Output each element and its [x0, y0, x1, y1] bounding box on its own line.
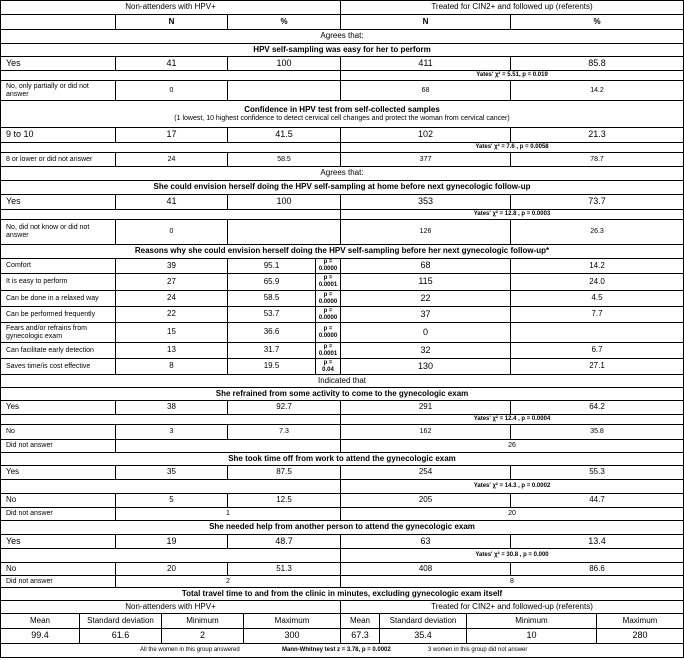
- n-value: 24: [115, 153, 227, 166]
- row-label: Did not answer: [0, 508, 115, 520]
- percent-value: 65.9: [227, 274, 315, 290]
- section-title: She could envision herself doing the HPV self-sampling at home before next gynecologic follow-up: [0, 181, 684, 194]
- percent-value: 51.3: [227, 563, 340, 575]
- percent-value: 21.3: [510, 128, 684, 142]
- percent-value: 7.3: [227, 425, 340, 439]
- footnote-row: [0, 643, 684, 658]
- table-row: [0, 424, 684, 439]
- empty-cell: [0, 415, 340, 424]
- section-title: HPV self-sampling was easy for her to perform: [0, 44, 684, 56]
- percent-value: 13.4: [510, 535, 684, 548]
- column-header: Maximum: [243, 614, 340, 628]
- column-header: Standard deviation: [379, 614, 466, 628]
- row-label: No, did not know or did not answer: [0, 220, 115, 244]
- statistic-label: Yates' χ² = 14.3 , p = 0.0002: [340, 480, 684, 493]
- column-header: N: [115, 15, 227, 29]
- row-label: No: [0, 494, 115, 507]
- percent-value: 36.6: [227, 323, 315, 342]
- n-value: 353: [340, 195, 510, 209]
- travel-time-value: 280: [596, 629, 684, 643]
- percent-value: 14.2: [510, 81, 684, 100]
- n-value: 0: [115, 220, 227, 244]
- n-value: 8: [340, 576, 684, 587]
- column-header: Mean: [340, 614, 379, 628]
- n-value: 22: [340, 291, 510, 306]
- empty-cell: [0, 71, 340, 80]
- n-value: 24: [115, 291, 227, 306]
- footnote: [0, 644, 684, 657]
- row-label: Yes: [0, 466, 115, 479]
- percent-value: [510, 323, 684, 342]
- group-header: Non-attenders with HPV+: [0, 1, 340, 14]
- n-value: 68: [340, 81, 510, 100]
- statistic-label: Yates' χ² = 5.51, p = 0.019: [340, 71, 684, 80]
- percent-value: 7.7: [510, 307, 684, 322]
- percent-value: 73.7: [510, 195, 684, 209]
- section-title: Total travel time to and from the clinic in minutes, excluding gynecologic exam itself: [0, 588, 684, 600]
- n-value: 63: [340, 535, 510, 548]
- section-title: She refrained from some activity to come to the gynecologic exam: [0, 388, 684, 400]
- statistic-row: [0, 142, 684, 152]
- percent-value: 55.3: [510, 466, 684, 479]
- percent-value: 6.7: [510, 343, 684, 358]
- n-value: 3: [115, 425, 227, 439]
- n-value: 254: [340, 466, 510, 479]
- section-title: [0, 101, 684, 127]
- statistic-row: [0, 414, 684, 424]
- agrees-label: Agrees that:: [0, 30, 684, 43]
- table-row: [0, 80, 684, 100]
- table-row: [0, 534, 684, 548]
- percent-value: 86.6: [510, 563, 684, 575]
- percent-value: 64.2: [510, 401, 684, 414]
- row-label: 9 to 10: [0, 128, 115, 142]
- reason-row: [0, 322, 684, 342]
- n-value: 408: [340, 563, 510, 575]
- percent-value: 48.7: [227, 535, 340, 548]
- percent-value: 41.5: [227, 128, 340, 142]
- statistic-label: Yates' χ² = 7.6 , p = 0.0058: [340, 143, 684, 152]
- n-value: 8: [115, 359, 227, 374]
- n-value: 27: [115, 274, 227, 290]
- statistic-label: Yates' χ² = 30.8 , p = 0.000: [340, 549, 684, 562]
- percent-value: 100: [227, 57, 340, 70]
- section-title-row: [0, 180, 684, 194]
- n-value: 377: [340, 153, 510, 166]
- percent-value: 87.5: [227, 466, 340, 479]
- section-title: She took time off from work to attend the gynecologic exam: [0, 453, 684, 465]
- n-value: 41: [115, 195, 227, 209]
- row-label: Yes: [0, 57, 115, 70]
- p-value: p = 0.0000: [315, 323, 340, 342]
- percent-value: 58.5: [227, 291, 315, 306]
- section-title: She needed help from another person to attend the gynecologic exam: [0, 521, 684, 534]
- percent-value: 31.7: [227, 343, 315, 358]
- percent-value: 58.5: [227, 153, 340, 166]
- row-label: Saves time/is cost effective: [0, 359, 115, 374]
- percent-value: [227, 81, 340, 100]
- empty-cell: [0, 15, 115, 29]
- n-value: 115: [340, 274, 510, 290]
- row-label: Did not answer: [0, 576, 115, 587]
- n-value: 126: [340, 220, 510, 244]
- percent-value: 26.3: [510, 220, 684, 244]
- column-header: %: [510, 15, 684, 29]
- row-label: Yes: [0, 195, 115, 209]
- agrees-label-row: [0, 29, 684, 43]
- section-title-row: [0, 244, 684, 258]
- statistic-label: Yates' χ² = 12.4 , p = 0.0004: [340, 415, 684, 424]
- section-title: Confidence in HPV test from self-collected samples: [244, 104, 440, 114]
- section-subtitle: (1 lowest, 10 highest confidence to detect cervical cell changes and protect the woman from cervical cancer): [174, 114, 510, 122]
- statistic-row: [0, 479, 684, 493]
- row-label: Yes: [0, 401, 115, 414]
- n-value: 68: [340, 259, 510, 273]
- travel-time-value: 67.3: [340, 629, 379, 643]
- table-row: [0, 152, 684, 166]
- row-label: Comfort: [0, 259, 115, 273]
- section-row: [0, 100, 684, 127]
- row-label: Can facilitate early detection: [0, 343, 115, 358]
- group-header-row: [0, 600, 684, 613]
- n-value: 22: [115, 307, 227, 322]
- percent-value: 27.1: [510, 359, 684, 374]
- n-value: 17: [115, 128, 227, 142]
- column-header: Maximum: [596, 614, 684, 628]
- reason-row: [0, 273, 684, 290]
- agrees-label-row: [0, 166, 684, 180]
- n-value: 20: [340, 508, 684, 520]
- n-value: 411: [340, 57, 510, 70]
- n-value: 15: [115, 323, 227, 342]
- percent-value: 92.7: [227, 401, 340, 414]
- table-row: [0, 562, 684, 575]
- reason-row: [0, 342, 684, 358]
- table-row: [0, 465, 684, 479]
- agrees-label: Agrees that:: [0, 167, 684, 180]
- percent-value: 78.7: [510, 153, 684, 166]
- n-value: 0: [115, 81, 227, 100]
- table-row: [0, 127, 684, 142]
- row-label: Can be performed frequently: [0, 307, 115, 322]
- p-value: p = 0.04: [315, 359, 340, 374]
- n-value: 0: [340, 323, 510, 342]
- travel-time-value: 300: [243, 629, 340, 643]
- percent-value: [227, 220, 340, 244]
- percent-value: 100: [227, 195, 340, 209]
- column-header-row: [0, 613, 684, 628]
- n-value: 41: [115, 57, 227, 70]
- section-title-row: [0, 452, 684, 465]
- n-value: 26: [340, 440, 684, 452]
- travel-time-value: 10: [466, 629, 596, 643]
- travel-time-value: 61.6: [79, 629, 161, 643]
- column-header: Minimum: [466, 614, 596, 628]
- group-header: Treated for CIN2+ and followed up (referents): [340, 1, 684, 14]
- section-title-row: [0, 587, 684, 600]
- n-value: 1: [115, 508, 340, 520]
- n-value: 205: [340, 494, 510, 507]
- table-row: [0, 219, 684, 244]
- section-title: Reasons why she could envision herself doing the HPV self-sampling before her next gynecologic follow-up*: [0, 245, 684, 258]
- n-value: 39: [115, 259, 227, 273]
- n-value: 102: [340, 128, 510, 142]
- row-label: No: [0, 563, 115, 575]
- p-value: p = 0.0000: [315, 259, 340, 273]
- column-header: Standard deviation: [79, 614, 161, 628]
- percent-value: 35.8: [510, 425, 684, 439]
- n-value: 35: [115, 466, 227, 479]
- column-header-row: [0, 14, 684, 29]
- empty-cell: [0, 480, 340, 493]
- section-title-row: [0, 387, 684, 400]
- n-value: 2: [115, 576, 340, 587]
- p-value: p = 0.0001: [315, 274, 340, 290]
- n-value: 5: [115, 494, 227, 507]
- statistic-row: [0, 70, 684, 80]
- n-value: 19: [115, 535, 227, 548]
- row-label: Yes: [0, 535, 115, 548]
- statistic-row: [0, 548, 684, 562]
- statistic-label: Yates' χ² = 12.8 , p = 0.0003: [340, 210, 684, 219]
- reason-row: [0, 306, 684, 322]
- reason-row: [0, 358, 684, 374]
- percent-value: 19.5: [227, 359, 315, 374]
- column-header: N: [340, 15, 510, 29]
- column-header: Mean: [0, 614, 79, 628]
- table-row: [0, 400, 684, 414]
- n-value: 162: [340, 425, 510, 439]
- percent-value: 12.5: [227, 494, 340, 507]
- travel-time-value: 99.4: [0, 629, 79, 643]
- p-value: p = 0.0001: [315, 343, 340, 358]
- row-label: Did not answer: [0, 440, 115, 452]
- percent-value: 14.2: [510, 259, 684, 273]
- row-label: No: [0, 425, 115, 439]
- reason-row: [0, 258, 684, 273]
- reason-row: [0, 290, 684, 306]
- n-value: 130: [340, 359, 510, 374]
- row-label: 8 or lower or did not answer: [0, 153, 115, 166]
- indicated-label-row: [0, 374, 684, 387]
- empty-cell: [0, 210, 340, 219]
- percent-value: 85.8: [510, 57, 684, 70]
- travel-time-value: 35.4: [379, 629, 466, 643]
- did-not-answer-row: [0, 575, 684, 587]
- n-value: 32: [340, 343, 510, 358]
- percent-value: 44.7: [510, 494, 684, 507]
- did-not-answer-row: [0, 439, 684, 452]
- group-header: Non-attenders with HPV+: [0, 601, 340, 613]
- empty-cell: [0, 143, 340, 152]
- section-title-row: [0, 43, 684, 56]
- table-row: [0, 194, 684, 209]
- statistic-row: [0, 209, 684, 219]
- n-value: [115, 440, 340, 452]
- row-label: Can be done in a relaxed way: [0, 291, 115, 306]
- footnote-test: Mann-Whitney test z = 3.78, p = 0.0002: [282, 647, 391, 654]
- row-label: It is easy to perform: [0, 274, 115, 290]
- n-value: 38: [115, 401, 227, 414]
- percent-value: 24.0: [510, 274, 684, 290]
- table-row: [0, 493, 684, 507]
- group-header: Treated for CIN2+ and followed-up (referents): [340, 601, 684, 613]
- p-value: p = 0.0000: [315, 291, 340, 306]
- percent-value: 53.7: [227, 307, 315, 322]
- column-header: %: [227, 15, 340, 29]
- row-label: No, only partially or did not answer: [0, 81, 115, 100]
- n-value: 20: [115, 563, 227, 575]
- table-row: [0, 56, 684, 70]
- footnote-group2: 3 women in this group did not answer: [428, 647, 528, 654]
- row-label: Fears and/or refrains from gynecologic exam: [0, 323, 115, 342]
- empty-cell: [0, 549, 340, 562]
- n-value: 37: [340, 307, 510, 322]
- n-value: 291: [340, 401, 510, 414]
- column-header: Minimum: [161, 614, 243, 628]
- did-not-answer-row: [0, 507, 684, 520]
- n-value: 13: [115, 343, 227, 358]
- indicated-label: Indicated that: [0, 375, 684, 387]
- section-title-row: [0, 520, 684, 534]
- percent-value: 4.5: [510, 291, 684, 306]
- group-header-row: [0, 0, 684, 14]
- travel-time-value: 2: [161, 629, 243, 643]
- footnote-group1: All the women in this group answered: [140, 647, 240, 654]
- percent-value: 95.1: [227, 259, 315, 273]
- travel-time-row: [0, 628, 684, 643]
- p-value: p = 0.0000: [315, 307, 340, 322]
